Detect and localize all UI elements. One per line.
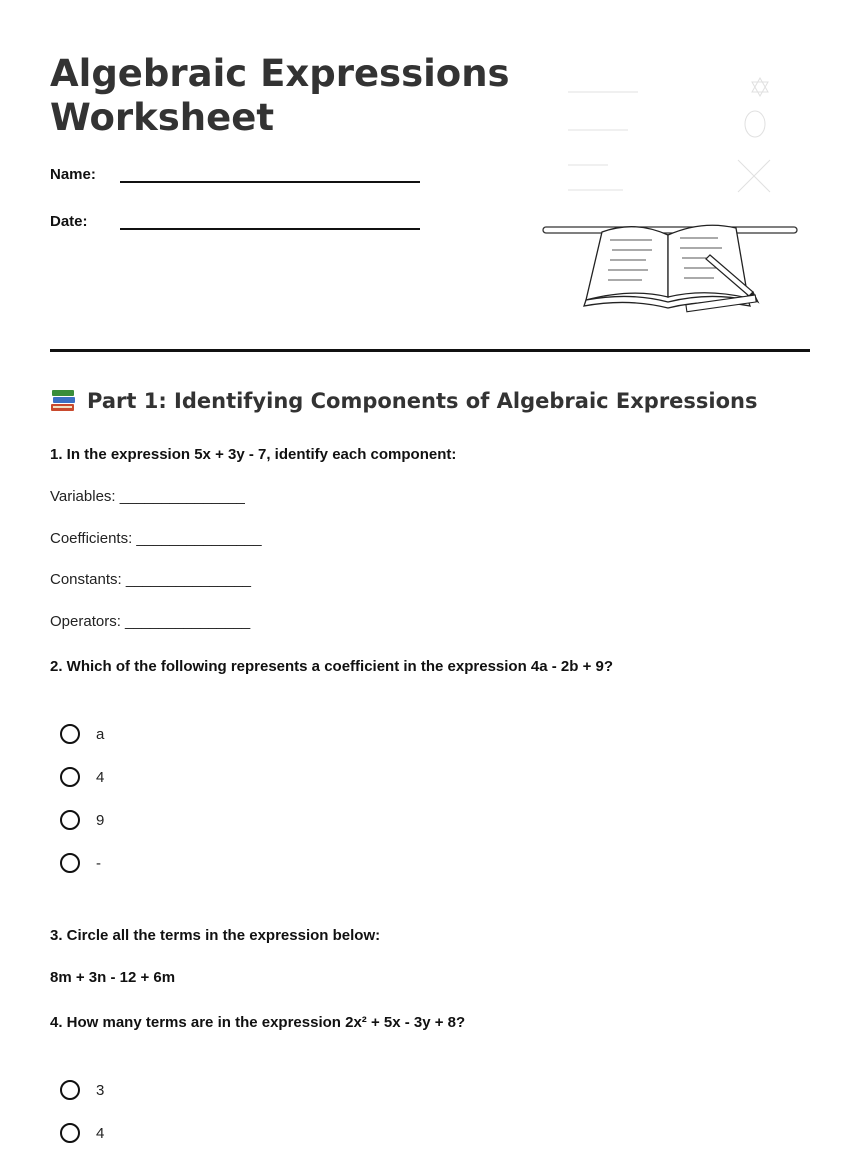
title-line-1: Algebraic Expressions <box>50 52 510 95</box>
header-divider <box>50 349 810 352</box>
name-input-line[interactable] <box>120 167 420 183</box>
q2-option-b[interactable] <box>60 767 104 787</box>
q2-option-c[interactable] <box>60 810 104 830</box>
name-field <box>50 166 420 183</box>
operators-blank[interactable]: Operators: _______________ <box>50 613 251 630</box>
option-label: 4 <box>96 768 105 786</box>
q4-option-b[interactable] <box>60 1123 104 1143</box>
option-label: 4 <box>96 1124 105 1142</box>
option-label: 9 <box>96 811 105 829</box>
constants-blank[interactable]: Constants: _______________ <box>50 571 252 588</box>
worksheet-title <box>50 52 510 140</box>
option-label: a <box>96 725 105 743</box>
name-label: Name: <box>50 166 96 183</box>
q3-expression[interactable]: 8m + 3n - 12 + 6m <box>50 969 176 986</box>
variables-blank[interactable]: Variables: _______________ <box>50 488 245 505</box>
question-2: 2. Which of the following represents a coefficient in the expression 4a - 2b + 9? <box>50 658 614 675</box>
question-4: 4. How many terms are in the expression 2x² + 5x - 3y + 8? <box>50 1014 466 1031</box>
date-field <box>50 213 420 230</box>
radio-button[interactable] <box>60 724 80 744</box>
q2-option-a[interactable] <box>60 724 104 744</box>
question-3: 3. Circle all the terms in the expression below: <box>50 927 381 944</box>
radio-button[interactable] <box>60 1123 80 1143</box>
option-label: 3 <box>96 1081 105 1099</box>
question-1: 1. In the expression 5x + 3y - 7, identify each component: <box>50 446 457 463</box>
open-book-illustration <box>540 70 802 320</box>
date-label: Date: <box>50 213 88 230</box>
radio-button[interactable] <box>60 767 80 787</box>
part1-heading-text: Part 1: Identifying Components of Algebraic Expressions <box>87 389 758 413</box>
part1-heading <box>50 388 758 414</box>
radio-button[interactable] <box>60 810 80 830</box>
radio-button[interactable] <box>60 1080 80 1100</box>
date-input-line[interactable] <box>120 214 420 230</box>
title-line-2: Worksheet <box>50 96 275 139</box>
books-icon <box>50 388 77 414</box>
radio-button[interactable] <box>60 853 80 873</box>
q2-option-d[interactable] <box>60 853 101 873</box>
option-label: - <box>96 854 101 872</box>
coefficients-blank[interactable]: Coefficients: _______________ <box>50 530 262 547</box>
q4-option-a[interactable] <box>60 1080 104 1100</box>
